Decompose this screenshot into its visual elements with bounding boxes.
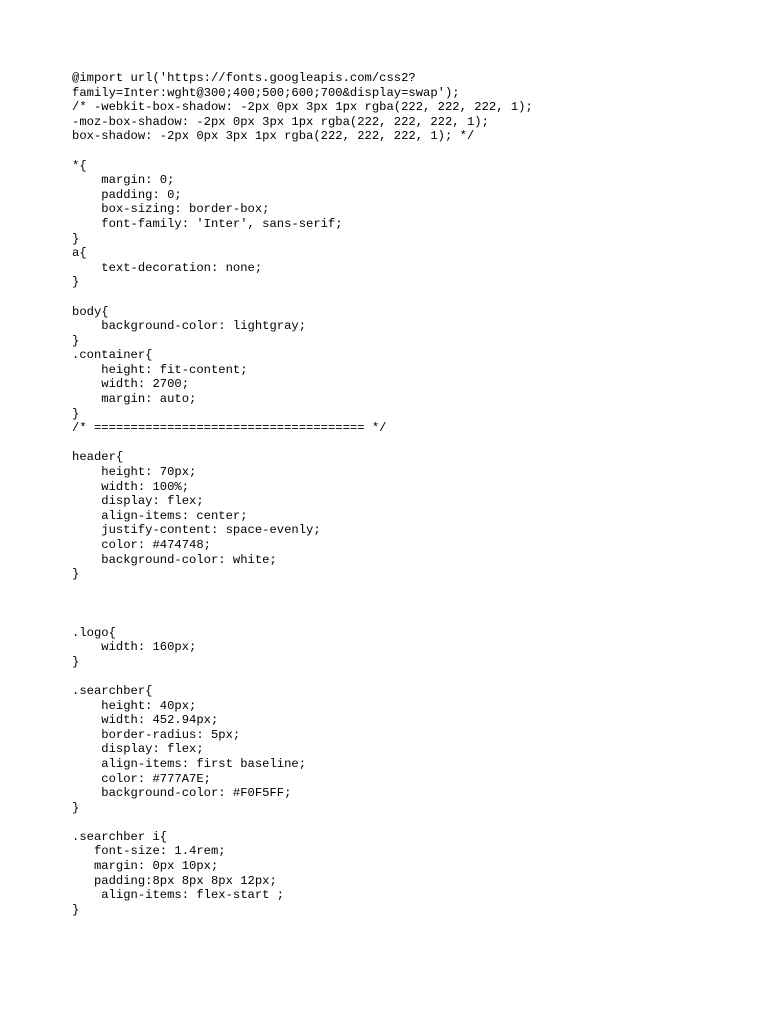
code-line: height: 70px; — [72, 465, 197, 480]
code-line: color: #777A7E; — [72, 771, 211, 786]
code-line: background-color: #F0F5FF; — [72, 786, 292, 801]
code-line: width: 2700; — [72, 377, 190, 392]
code-line: } — [72, 800, 80, 815]
code-line: } — [72, 567, 80, 582]
code-line: body{ — [72, 304, 109, 319]
code-line: padding:8px 8px 8px 12px; — [72, 873, 277, 888]
code-line: color: #474748; — [72, 538, 211, 552]
code-line: /* ===================================== */ — [72, 421, 387, 436]
code-line: height: fit-content; — [72, 362, 248, 377]
code-line: .container{ — [72, 348, 153, 363]
code-line: family=Inter:wght@300;400;500;600;700&display=swap'); — [72, 85, 460, 100]
code-line: display: flex; — [72, 742, 204, 757]
code-line: align-items: center; — [72, 508, 248, 523]
code-line: /* -webkit-box-shadow: -2px 0px 3px 1px rgba(222, 222, 222, 1); — [72, 100, 533, 115]
code-line: @import url('https://fonts.googleapis.com/css2? — [72, 71, 416, 85]
code-line: *{ — [72, 158, 87, 173]
code-line: } — [72, 231, 80, 246]
code-line: font-size: 1.4rem; — [72, 844, 226, 859]
code-line: border-radius: 5px; — [72, 727, 241, 742]
code-line: } — [72, 654, 80, 669]
code-line: .searchber{ — [72, 683, 153, 698]
code-listing — [72, 71, 533, 917]
code-line: height: 40px; — [72, 698, 197, 713]
code-line: box-shadow: -2px 0px 3px 1px rgba(222, 222, 222, 1); */ — [72, 129, 475, 144]
code-line: } — [72, 902, 80, 917]
code-line: width: 452.94px; — [72, 713, 219, 728]
code-line: a{ — [72, 246, 87, 261]
code-line: width: 100%; — [72, 479, 190, 494]
code-line: padding: 0; — [72, 187, 182, 202]
code-line: background-color: white; — [72, 552, 277, 567]
code-line: display: flex; — [72, 494, 204, 509]
code-line: background-color: lightgray; — [72, 319, 307, 334]
code-line: .searchber i{ — [72, 829, 168, 844]
code-line: margin: 0; — [72, 173, 175, 188]
code-line: font-family: 'Inter', sans-serif; — [72, 216, 343, 231]
code-line: margin: auto; — [72, 392, 197, 407]
code-line: } — [72, 406, 80, 421]
code-line: width: 160px; — [72, 640, 197, 655]
code-line: margin: 0px 10px; — [72, 859, 219, 874]
code-line: header{ — [72, 450, 124, 465]
code-line: align-items: first baseline; — [72, 756, 307, 771]
code-line: } — [72, 275, 80, 290]
code-line: box-sizing: border-box; — [72, 202, 270, 217]
code-line: .logo{ — [72, 625, 116, 640]
code-line: text-decoration: none; — [72, 260, 263, 275]
code-line: justify-content: space-evenly; — [72, 523, 321, 538]
code-line: -moz-box-shadow: -2px 0px 3px 1px rgba(222, 222, 222, 1); — [72, 114, 489, 129]
code-line: align-items: flex-start ; — [72, 888, 285, 903]
code-line: } — [72, 333, 80, 348]
